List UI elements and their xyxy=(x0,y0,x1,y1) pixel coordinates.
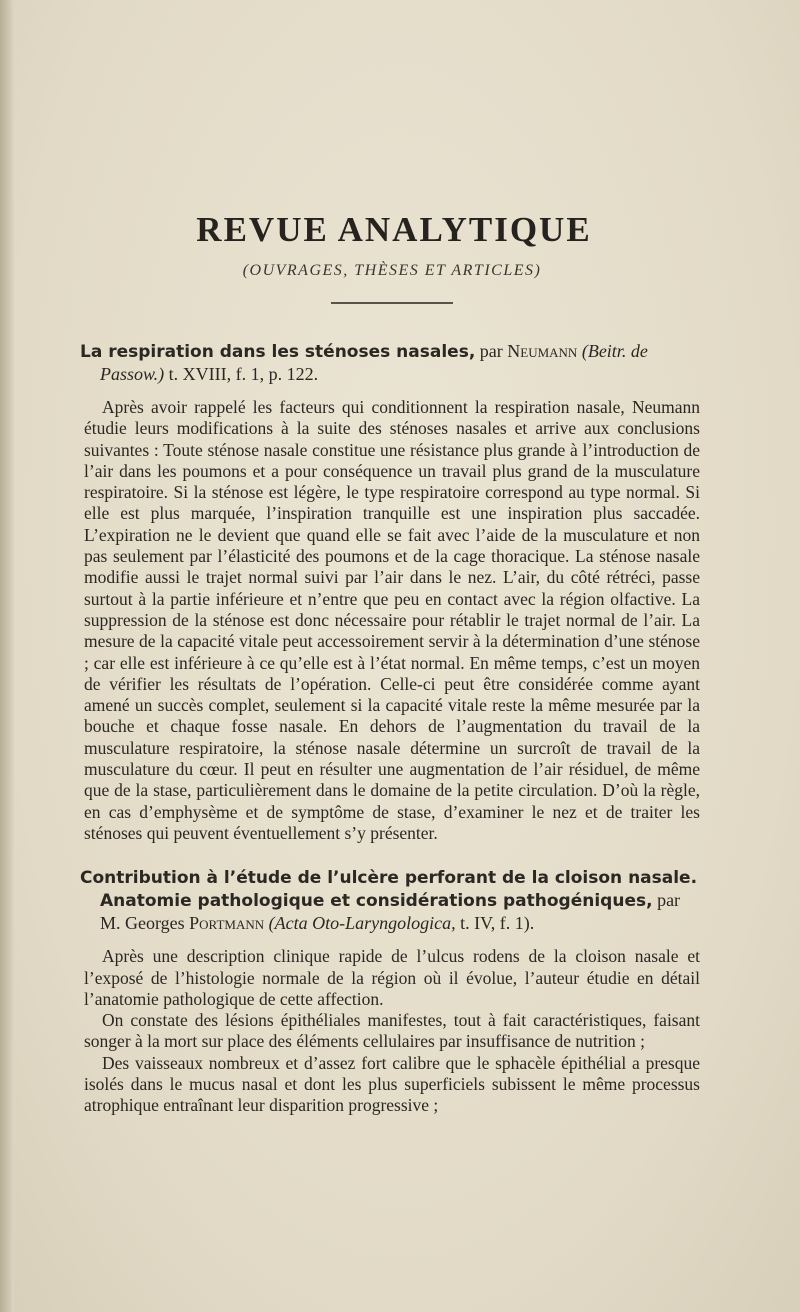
article-1-author: Neumann xyxy=(507,341,578,361)
section-title: REVUE ANALYTIQUE xyxy=(196,210,592,249)
article-1 xyxy=(80,340,700,844)
article-2-source: (Acta Oto-Laryngologica, xyxy=(268,913,456,934)
article-2 xyxy=(80,866,700,1116)
article-2-paragraph-1: Après une description clinique rapide de l’ulcus rodens de la cloison nasale et l’exposé de l’histologie normale de la région où il évolue, l’auteur étudie en détail l’anatomie pathologique de cette affection. xyxy=(84,946,700,1009)
article-2-author: Portmann xyxy=(189,913,265,934)
article-1-title: La respiration dans les sténoses nasales, xyxy=(80,342,476,362)
article-2-title: Contribution à l’étude de l’ulcère perforant de la cloison nasale. Anatomie pathologique et considérations pathogéniques, xyxy=(80,868,698,912)
article-2-paragraph-2: On constate des lésions épithéliales manifestes, tout à fait caractéristiques, faisant songer à la mort sur place des éléments cellulaires par insuffisance de nutrition ; xyxy=(84,1010,700,1052)
page-content xyxy=(80,200,700,1117)
section-subtitle: (OUVRAGES, THÈSES ET ARTICLES) xyxy=(242,262,542,279)
article-2-by: par M. Georges xyxy=(100,890,681,934)
article-2-paragraph-3: Des vaisseaux nombreux et d’assez fort calibre que le sphacèle épithélial a presque isolés dans le mucus nasal et dont les plus superficiels subissent le même processus atrophique entraînant leur disparition progressive ; xyxy=(84,1052,700,1116)
article-1-paragraph: Après avoir rappelé les facteurs qui conditionnent la respiration nasale, Neumann étudie leurs modifications à la suite des sténoses nasales et arrive aux conclusions suivantes : Toute sténose nasale constitue une résistance plus grande à l’introduction de l’air dans les poumons et a pour conséquence un travail plus grand de la musculature respiratoire. Si la sténose est légère, le type respiratoire correspond au type normal. Si elle est plus marquée, l’inspiration tranquille est une inspiration plus saccadée. L’expiration ne le devient que quand elle se fait avec l’aide de la musculature et non pas seulement par l’élasticité des poumons et de la cage thoracique. La sténose nasale modifie aussi le trajet normal suivi par l’air dans le nez. L’air, du côté rétréci, passe surtout à la partie inférieure et n’entre que peu en contact avec la région olfactive. La suppression de la sténose est donc nécessaire pour rétablir le trajet normal de l’air. La mesure de la capacité vitale peut accessoirement servir à la détermination d’une sténose ; car elle est inférieure à ce qu’elle est à l’état normal. En même temps, c’est un moyen de vérifier les résultats de l’opération. Celle-ci peut être considérée comme ayant amené un succès complet, seulement si la capacité vitale reste la même mesurée par la bouche et chaque fosse nasale. En dehors de l’augmentation du travail de la musculature respiratoire, la sténose nasale détermine un surcroît de travail de la musculature du cœur. Il peut en résulter une augmentation de l’air résiduel, de même que de la stase, particulièrement dans le domaine de la petite circulation. D’où la règle, en cas d’emphysème et de symptôme de stase, d’examiner le nez et de traiter les sténoses qui peuvent éventuellement s’y présenter. xyxy=(84,397,700,843)
article-1-heading xyxy=(80,340,700,385)
article-2-heading xyxy=(80,866,700,934)
article-1-source: (Beitr. de Passow.) xyxy=(100,341,648,384)
title-rule xyxy=(331,302,453,304)
article-1-ref: t. XVIII, f. 1, p. 122. xyxy=(168,364,319,384)
article-1-by: par xyxy=(479,341,503,361)
article-2-ref: t. IV, f. 1). xyxy=(460,913,535,934)
page-binding-shadow xyxy=(0,0,14,1312)
